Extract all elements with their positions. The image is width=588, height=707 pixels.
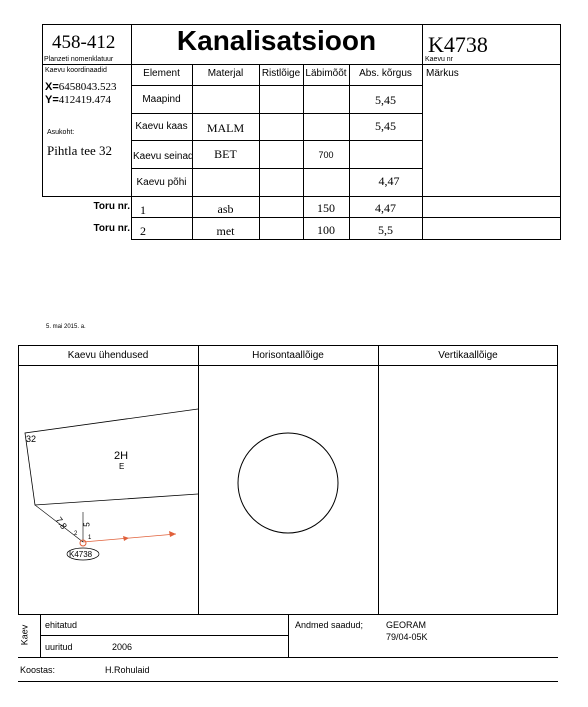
horizontal-section: [199, 366, 378, 614]
site-sketch: [19, 366, 198, 614]
page-title: Kanalisatsioon: [176, 25, 377, 56]
row-height: 5,45: [375, 93, 396, 107]
row-material: BET: [214, 147, 237, 161]
x-value: 6458043.523: [58, 81, 117, 93]
coords-caption: Kaevu koordinaadid: [45, 67, 107, 74]
x-label: X=: [45, 81, 59, 93]
pipe-height: 5,5: [378, 223, 393, 237]
location-caption: Asukoht:: [47, 129, 75, 136]
data-label: Andmed saadud;: [295, 620, 364, 630]
y-value: 412419.474: [58, 94, 112, 106]
pipe-arrow-icon: [123, 536, 129, 541]
row-height: 4,47: [378, 174, 400, 188]
well-label: K4738: [69, 550, 93, 559]
pipe-number: 1: [140, 203, 146, 217]
col-notes: Märkus: [426, 68, 459, 79]
dimension-2: 5: [82, 522, 92, 527]
pipe-label: Toru nr.: [93, 201, 130, 212]
pipe-number-label: 2: [74, 531, 78, 537]
row-material: MALM: [206, 121, 245, 135]
surveyed-value: 2006: [112, 642, 133, 652]
sheet-number: 458-412: [52, 32, 116, 53]
building-sub: E: [119, 462, 125, 471]
compiled-value: H.Rohulaid: [105, 665, 150, 675]
pipe-material: met: [216, 224, 235, 238]
col-material: Materjal: [207, 68, 244, 79]
dimension-1: 7.8: [53, 515, 69, 531]
side-label: Kaev: [19, 624, 30, 646]
surveyed-label: uuritud: [45, 642, 73, 652]
pipe-diameter: 150: [317, 201, 335, 215]
row-element: Maapind: [142, 94, 181, 105]
date: 5. mai 2015. a.: [46, 324, 86, 330]
row-element: Kaevu seinad: [133, 151, 194, 162]
pipe-line: [83, 534, 176, 542]
sheet-caption: Planzeti nomenklatuur: [44, 56, 114, 63]
pipe-label: Toru nr.: [93, 223, 130, 234]
y-label: Y=: [45, 94, 59, 106]
location-value: Pihtla tee 32: [47, 143, 112, 158]
section-connections: Kaevu ühendused: [67, 350, 149, 361]
pipe-arrow-icon: [169, 531, 176, 537]
row-diameter: 700: [318, 150, 334, 160]
col-cross: Ristlõige: [261, 68, 301, 79]
building-outline: [25, 409, 198, 505]
section-vertical: Vertikaallõige: [438, 350, 498, 361]
building-label: 2H: [114, 450, 129, 462]
compiled-label: Koostas:: [20, 665, 56, 675]
row-height: 5,45: [375, 119, 396, 133]
data-value-1: GEORAM: [386, 620, 427, 630]
plot-number: 32: [26, 434, 37, 444]
pipe-number: 2: [140, 224, 146, 238]
pipe-height: 4,47: [375, 201, 396, 215]
built-label: ehitatud: [45, 620, 78, 630]
pipe-material: asb: [217, 202, 234, 216]
col-height: Abs. kõrgus: [359, 68, 412, 79]
data-value-2: 79/04-05K: [386, 632, 428, 642]
pipe-number-label: 1: [88, 535, 92, 541]
col-element: Element: [143, 68, 180, 79]
well-number: K4738: [428, 32, 488, 57]
well-caption: Kaevu nr: [425, 56, 454, 63]
well-circle: [238, 433, 338, 533]
section-horizontal: Horisontaallõige: [252, 350, 324, 361]
row-element: Kaevu põhi: [136, 177, 187, 188]
col-diameter: Läbimõõt: [305, 68, 347, 79]
pipe-diameter: 100: [317, 223, 335, 237]
row-element: Kaevu kaas: [135, 121, 188, 132]
